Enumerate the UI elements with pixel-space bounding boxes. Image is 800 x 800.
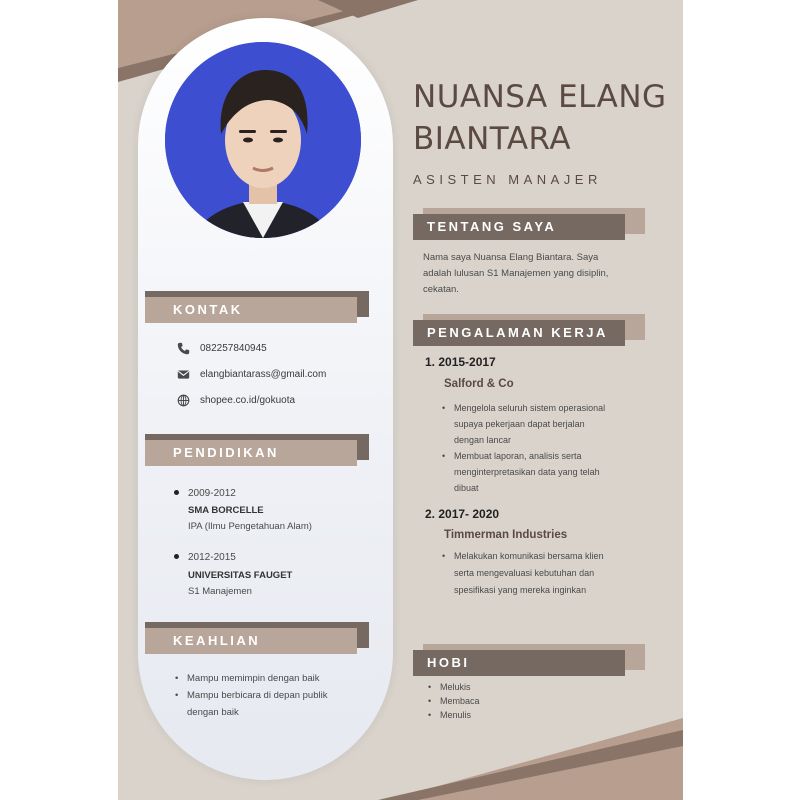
edu-1-bullet <box>174 490 179 495</box>
job-1-period: 1. 2015-2017 <box>425 355 496 369</box>
profile-photo <box>165 42 361 238</box>
full-name <box>413 76 683 160</box>
list-item: • Melakukan komunikasi bersama klien serta mengevaluasi kebutuhan dan spesifikasi yang mereka inginkan <box>442 548 612 599</box>
email-address: elangbiantarass@gmail.com <box>200 368 327 380</box>
phone-number: 082257840945 <box>200 342 267 354</box>
job-1-company: Salford & Co <box>444 378 514 390</box>
job-1-tasks <box>442 400 617 496</box>
list-item: • Mampu berbicara di depan publik dengan baik <box>175 687 355 721</box>
contact-email[interactable] <box>176 367 326 381</box>
skills-heading: KEAHLIAN <box>145 628 357 654</box>
hobby-list <box>428 680 480 722</box>
list-item: • Membuat laporan, analisis serta menginterpretasikan data yang telah dibuat <box>442 448 617 496</box>
edu-2-years: 2012-2015 <box>188 552 236 563</box>
skills-list <box>175 670 355 721</box>
list-item: • Membaca <box>428 694 480 708</box>
hobby-heading: HOBI <box>413 650 625 676</box>
globe-icon <box>176 393 190 407</box>
resume-page <box>118 0 683 800</box>
phone-icon <box>176 341 190 355</box>
list-item: • Melukis <box>428 680 480 694</box>
edu-2-school: UNIVERSITAS FAUGET <box>188 570 293 581</box>
name-line-2: BIANTARA <box>413 121 572 157</box>
contact-website[interactable] <box>176 393 295 407</box>
about-text: Nama saya Nuansa Elang Biantara. Saya adalah lulusan S1 Manajemen yang disiplin, cekatan. <box>423 252 609 295</box>
list-item: • Mampu memimpin dengan baik <box>175 670 355 687</box>
edu-2-major: S1 Manajemen <box>188 586 252 597</box>
job-title: ASISTEN MANAJER <box>413 172 602 187</box>
about-heading: TENTANG SAYA <box>413 214 625 240</box>
job-2-tasks <box>442 548 612 599</box>
job-2-company: Timmerman Industries <box>444 529 568 541</box>
contact-phone[interactable] <box>176 341 267 355</box>
portrait-image <box>165 42 361 238</box>
mail-icon <box>176 367 190 381</box>
edu-1-major: IPA (Ilmu Pengetahuan Alam) <box>188 521 312 532</box>
contact-heading: KONTAK <box>145 297 357 323</box>
education-heading: PENDIDIKAN <box>145 440 357 466</box>
edu-1-years: 2009-2012 <box>188 488 236 499</box>
job-2-period: 2. 2017- 2020 <box>425 507 500 521</box>
list-item: • Menulis <box>428 708 480 722</box>
website-url: shopee.co.id/gokuota <box>200 394 296 406</box>
list-item: • Mengelola seluruh sistem operasional supaya pekerjaan dapat berjalan dengan lancar <box>442 400 617 448</box>
edu-2-bullet <box>174 554 179 559</box>
experience-heading: PENGALAMAN KERJA <box>413 320 625 346</box>
name-line-1: NUANSA ELANG <box>413 79 667 115</box>
edu-1-school: SMA BORCELLE <box>188 505 264 516</box>
